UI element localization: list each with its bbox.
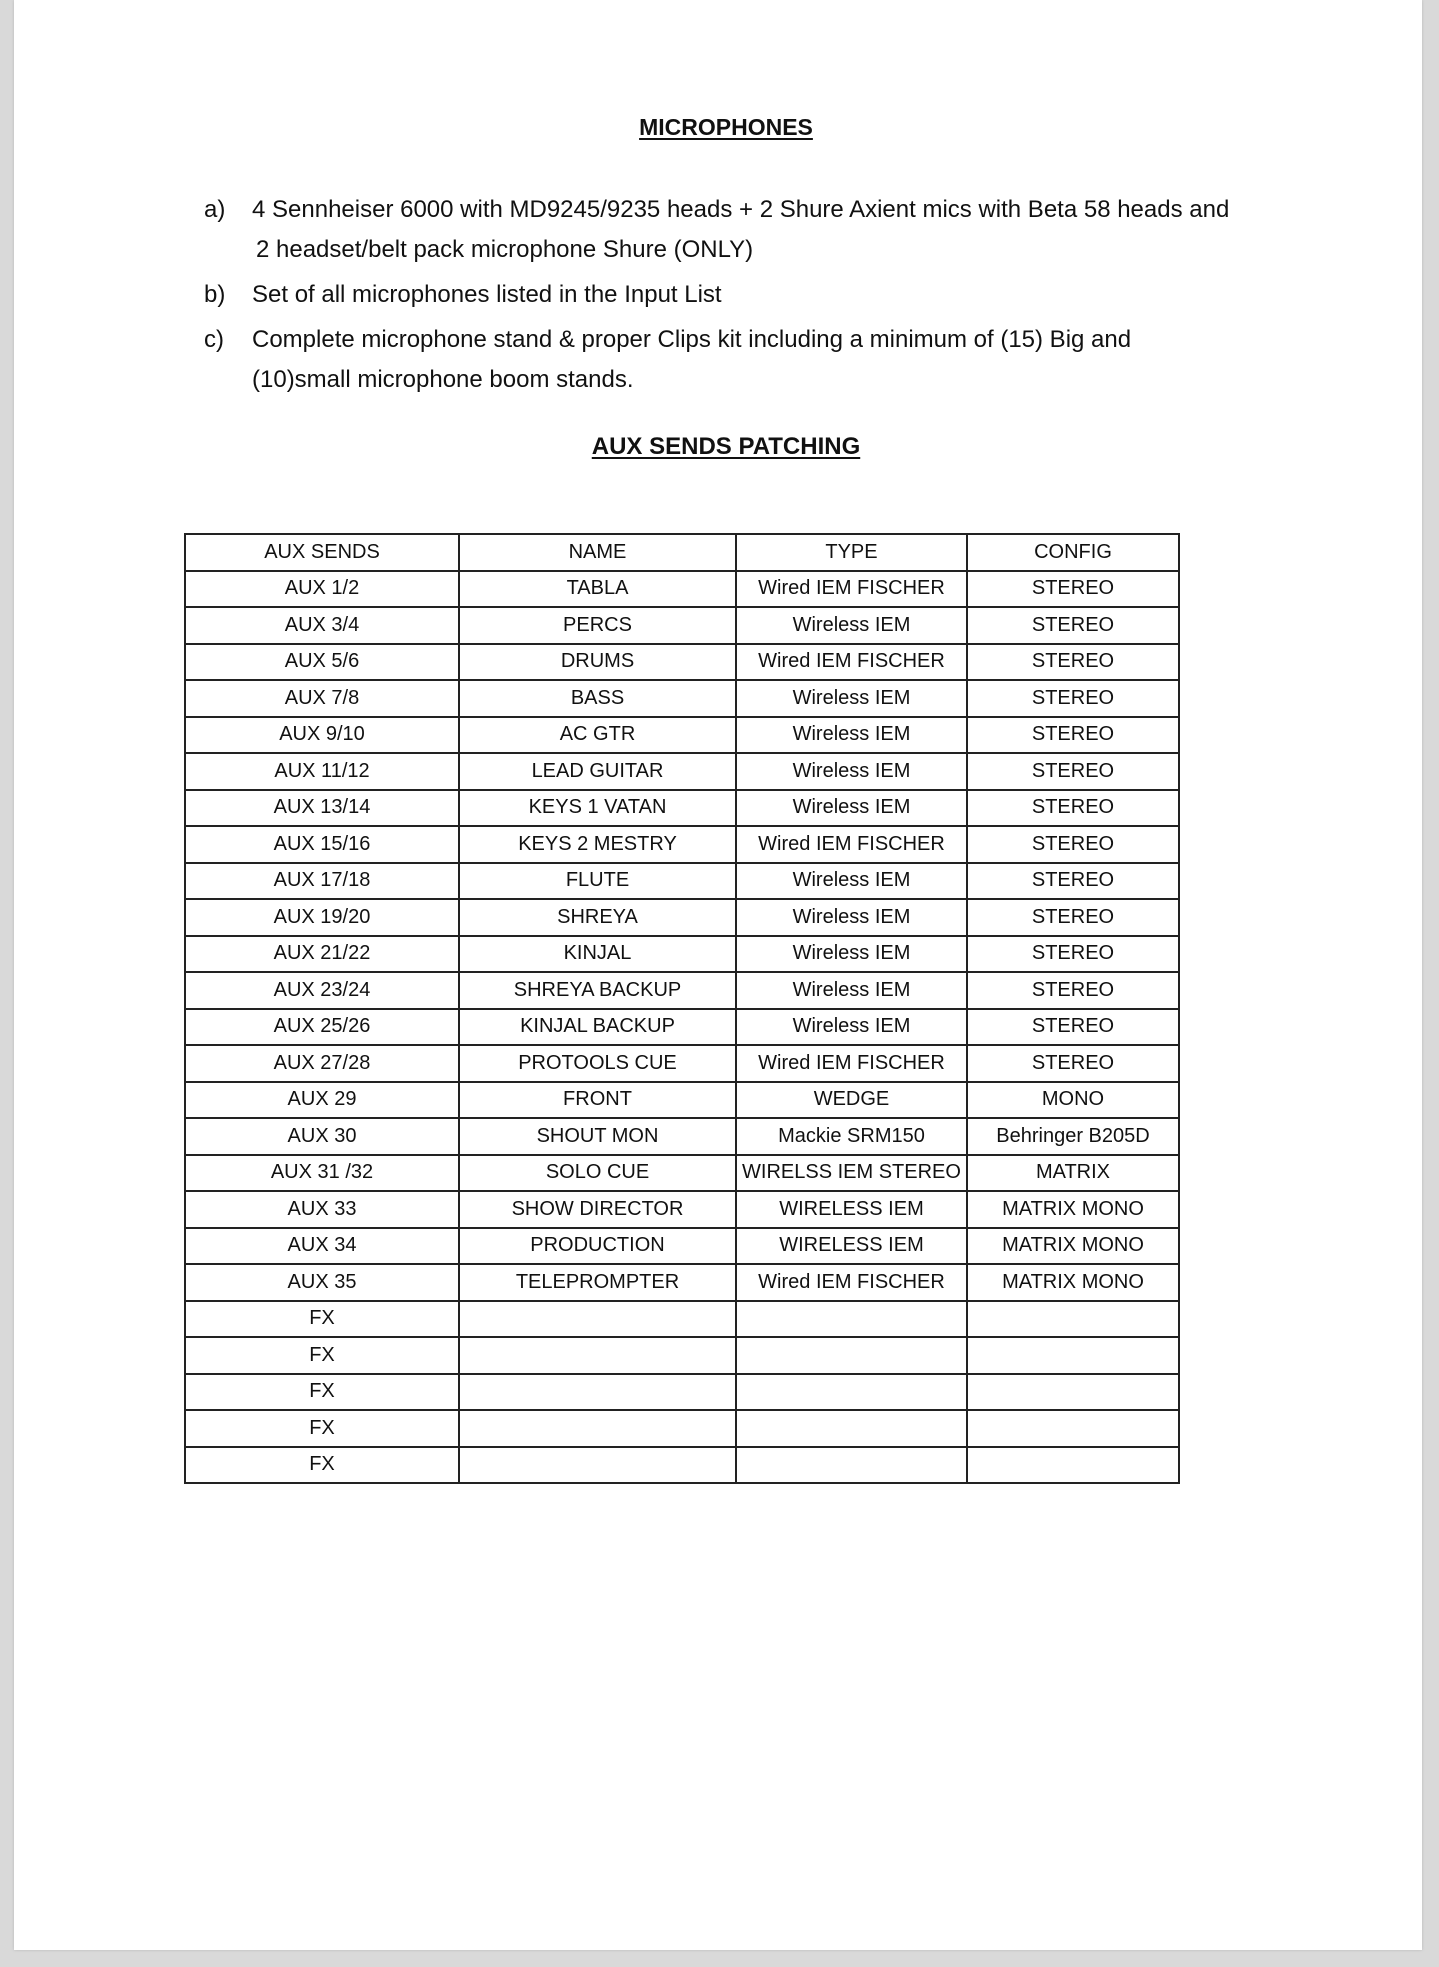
aux-sends-table	[184, 533, 1180, 1484]
list-item-text: Complete microphone stand & proper Clips kit including a minimum of (15) Big and	[252, 326, 1132, 353]
cell-type: Wireless IEM	[736, 790, 967, 827]
cell-name: SHREYA	[459, 899, 736, 936]
table-row	[185, 899, 1179, 936]
cell-config: STEREO	[967, 936, 1179, 973]
table-row	[185, 680, 1179, 717]
table-row	[185, 863, 1179, 900]
cell-name: TELEPROMPTER	[459, 1264, 736, 1301]
cell-config: MATRIX MONO	[967, 1264, 1179, 1301]
cell-type: Wireless IEM	[736, 717, 967, 754]
cell-type: Wireless IEM	[736, 607, 967, 644]
cell-config: MATRIX MONO	[967, 1191, 1179, 1228]
cell-aux-send: AUX 29	[185, 1082, 459, 1119]
list-item-text-continued: (10)small microphone boom stands.	[252, 366, 634, 393]
table-row	[185, 1374, 1179, 1411]
cell-name	[459, 1374, 736, 1411]
table-row	[185, 607, 1179, 644]
cell-name: SHOW DIRECTOR	[459, 1191, 736, 1228]
list-item-text: 4 Sennheiser 6000 with MD9245/9235 heads + 2 Shure Axient mics with Beta 58 heads and	[252, 196, 1230, 223]
aux-sends-heading: AUX SENDS PATCHING	[591, 433, 861, 460]
cell-config: STEREO	[967, 753, 1179, 790]
table-header-row	[185, 534, 1179, 571]
table-row	[185, 1118, 1179, 1155]
cell-aux-send: AUX 3/4	[185, 607, 459, 644]
cell-type	[736, 1447, 967, 1484]
cell-aux-send: AUX 15/16	[185, 826, 459, 863]
cell-name: AC GTR	[459, 717, 736, 754]
table-row	[185, 717, 1179, 754]
cell-name: FRONT	[459, 1082, 736, 1119]
table-row	[185, 1009, 1179, 1046]
list-item-text-continued: 2 headset/belt pack microphone Shure (ONLY)	[256, 236, 754, 263]
cell-name: KINJAL BACKUP	[459, 1009, 736, 1046]
cell-type	[736, 1337, 967, 1374]
table-row	[185, 972, 1179, 1009]
cell-config: STEREO	[967, 826, 1179, 863]
cell-aux-send: AUX 27/28	[185, 1045, 459, 1082]
cell-aux-send: AUX 9/10	[185, 717, 459, 754]
cell-type: Wireless IEM	[736, 1009, 967, 1046]
cell-type: WEDGE	[736, 1082, 967, 1119]
cell-type: Wired IEM FISCHER	[736, 826, 967, 863]
cell-aux-send: AUX 35	[185, 1264, 459, 1301]
list-marker: c)	[204, 326, 224, 353]
cell-name: KINJAL	[459, 936, 736, 973]
cell-type: Wireless IEM	[736, 972, 967, 1009]
cell-aux-send: AUX 13/14	[185, 790, 459, 827]
cell-type: Wired IEM FISCHER	[736, 644, 967, 681]
cell-name: BASS	[459, 680, 736, 717]
cell-name: SHOUT MON	[459, 1118, 736, 1155]
table-row	[185, 790, 1179, 827]
list-item	[204, 320, 1344, 400]
table-row	[185, 1082, 1179, 1119]
cell-config: MATRIX MONO	[967, 1228, 1179, 1265]
cell-aux-send: AUX 34	[185, 1228, 459, 1265]
cell-type: Mackie SRM150	[736, 1118, 967, 1155]
cell-config: STEREO	[967, 1009, 1179, 1046]
microphones-heading: MICROPHONES	[639, 114, 813, 140]
list-marker: b)	[204, 281, 226, 308]
table-row	[185, 826, 1179, 863]
cell-type: Wireless IEM	[736, 753, 967, 790]
cell-aux-send: FX	[185, 1447, 459, 1484]
cell-name: TABLA	[459, 571, 736, 608]
cell-name: LEAD GUITAR	[459, 753, 736, 790]
list-marker: a)	[204, 196, 226, 223]
list-item	[204, 190, 1344, 270]
list-item	[204, 275, 1344, 315]
cell-type: Wired IEM FISCHER	[736, 1264, 967, 1301]
cell-config: STEREO	[967, 607, 1179, 644]
cell-type: WIRELESS IEM	[736, 1191, 967, 1228]
cell-config: STEREO	[967, 863, 1179, 900]
cell-type: Wireless IEM	[736, 899, 967, 936]
table-row	[185, 644, 1179, 681]
cell-type	[736, 1301, 967, 1338]
cell-aux-send: AUX 33	[185, 1191, 459, 1228]
cell-config	[967, 1447, 1179, 1484]
cell-aux-send: AUX 25/26	[185, 1009, 459, 1046]
cell-name: SHREYA BACKUP	[459, 972, 736, 1009]
cell-aux-send: AUX 30	[185, 1118, 459, 1155]
cell-config: STEREO	[967, 644, 1179, 681]
cell-type	[736, 1410, 967, 1447]
table-row	[185, 1410, 1179, 1447]
cell-config	[967, 1410, 1179, 1447]
table-row	[185, 1228, 1179, 1265]
table-row	[185, 1264, 1179, 1301]
cell-config: STEREO	[967, 717, 1179, 754]
cell-type: WIRELESS IEM	[736, 1228, 967, 1265]
table-row	[185, 1155, 1179, 1192]
cell-config: Behringer B205D	[967, 1118, 1179, 1155]
cell-config: MONO	[967, 1082, 1179, 1119]
cell-name: KEYS 1 VATAN	[459, 790, 736, 827]
cell-type: Wireless IEM	[736, 680, 967, 717]
cell-config: STEREO	[967, 680, 1179, 717]
cell-config	[967, 1301, 1179, 1338]
table-row	[185, 1337, 1179, 1374]
cell-config	[967, 1374, 1179, 1411]
cell-name: SOLO CUE	[459, 1155, 736, 1192]
cell-aux-send: FX	[185, 1337, 459, 1374]
cell-aux-send: AUX 17/18	[185, 863, 459, 900]
table-row	[185, 1191, 1179, 1228]
table-row	[185, 1447, 1179, 1484]
list-item-text: Set of all microphones listed in the Input List	[252, 281, 722, 308]
cell-name	[459, 1301, 736, 1338]
table-row	[185, 753, 1179, 790]
microphones-list	[204, 190, 1344, 405]
table-row	[185, 1301, 1179, 1338]
cell-type: WIRELSS IEM STEREO	[736, 1155, 967, 1192]
table-row	[185, 1045, 1179, 1082]
cell-config: STEREO	[967, 790, 1179, 827]
cell-type: Wired IEM FISCHER	[736, 571, 967, 608]
aux-sends-table-container	[184, 533, 1180, 1484]
column-header-name: NAME	[459, 534, 736, 571]
cell-type	[736, 1374, 967, 1411]
cell-config: STEREO	[967, 1045, 1179, 1082]
cell-aux-send: AUX 23/24	[185, 972, 459, 1009]
cell-aux-send: AUX 1/2	[185, 571, 459, 608]
cell-name	[459, 1410, 736, 1447]
cell-aux-send: AUX 21/22	[185, 936, 459, 973]
cell-aux-send: FX	[185, 1374, 459, 1411]
cell-aux-send: AUX 19/20	[185, 899, 459, 936]
cell-type: Wireless IEM	[736, 863, 967, 900]
column-header-type: TYPE	[736, 534, 967, 571]
column-header-config: CONFIG	[967, 534, 1179, 571]
cell-name: PROTOOLS CUE	[459, 1045, 736, 1082]
cell-aux-send: AUX 5/6	[185, 644, 459, 681]
cell-name	[459, 1337, 736, 1374]
cell-aux-send: FX	[185, 1410, 459, 1447]
document-page	[14, 0, 1422, 1950]
cell-name	[459, 1447, 736, 1484]
cell-aux-send: FX	[185, 1301, 459, 1338]
cell-name: DRUMS	[459, 644, 736, 681]
cell-type: Wired IEM FISCHER	[736, 1045, 967, 1082]
cell-name: PRODUCTION	[459, 1228, 736, 1265]
cell-config	[967, 1337, 1179, 1374]
cell-name: KEYS 2 MESTRY	[459, 826, 736, 863]
cell-config: MATRIX	[967, 1155, 1179, 1192]
column-header-aux-sends: AUX SENDS	[185, 534, 459, 571]
table-row	[185, 936, 1179, 973]
cell-aux-send: AUX 11/12	[185, 753, 459, 790]
cell-aux-send: AUX 31 /32	[185, 1155, 459, 1192]
cell-aux-send: AUX 7/8	[185, 680, 459, 717]
cell-config: STEREO	[967, 899, 1179, 936]
cell-type: Wireless IEM	[736, 936, 967, 973]
cell-name: PERCS	[459, 607, 736, 644]
cell-config: STEREO	[967, 972, 1179, 1009]
table-row	[185, 571, 1179, 608]
cell-config: STEREO	[967, 571, 1179, 608]
cell-name: FLUTE	[459, 863, 736, 900]
